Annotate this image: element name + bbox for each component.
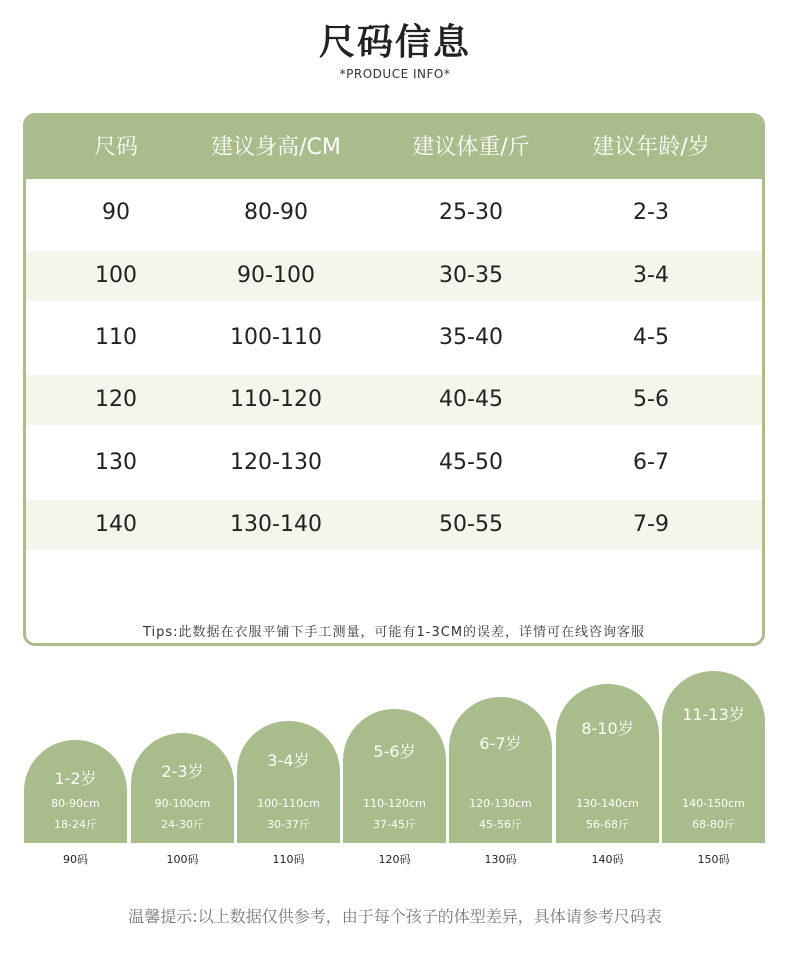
arch-weight: 24-30斤 <box>161 818 204 831</box>
size-arch-130 <box>449 697 552 843</box>
arch-weight: 18-24斤 <box>54 818 97 831</box>
cell-size: 90 <box>102 200 130 225</box>
size-table <box>23 113 765 646</box>
arch-size-label: 130码 <box>484 853 517 866</box>
header-weight: 建议体重/斤 <box>412 135 530 160</box>
arch-age: 6-7岁 <box>479 734 522 753</box>
arch-height: 130-140cm <box>576 797 639 810</box>
arch-weight: 45-56斤 <box>479 818 522 831</box>
cell-weight: 50-55 <box>439 512 503 537</box>
arch-weight: 30-37斤 <box>267 818 310 831</box>
header-height: 建议身高/CM <box>211 135 341 160</box>
arch-height: 80-90cm <box>51 797 100 810</box>
table-row <box>26 188 762 238</box>
table-row <box>26 375 762 425</box>
arch-height: 90-100cm <box>154 797 211 810</box>
cell-weight: 45-50 <box>439 450 503 475</box>
size-arch-100 <box>131 733 234 843</box>
table-row <box>26 438 762 488</box>
table-header <box>26 116 762 179</box>
arch-weight: 56-68斤 <box>586 818 629 831</box>
arch-age: 5-6岁 <box>373 742 416 761</box>
cell-height: 130-140 <box>230 512 322 537</box>
cell-age: 3-4 <box>633 263 669 288</box>
arch-age: 3-4岁 <box>267 751 310 770</box>
cell-size: 100 <box>95 263 137 288</box>
size-arch-140 <box>556 684 659 843</box>
cell-size: 120 <box>95 387 137 412</box>
cell-age: 2-3 <box>633 200 669 225</box>
arch-size-label: 120码 <box>378 853 411 866</box>
reminder-note: 温馨提示:以上数据仅供参考，由于每个孩子的体型差异，具体请参考尺码表 <box>128 907 662 926</box>
arch-weight: 68-80斤 <box>692 818 735 831</box>
cell-height: 90-100 <box>237 263 315 288</box>
arch-age: 2-3岁 <box>161 762 204 781</box>
table-row <box>26 500 762 550</box>
cell-age: 5-6 <box>633 387 669 412</box>
cell-height: 80-90 <box>244 200 308 225</box>
cell-age: 4-5 <box>633 325 669 350</box>
table-row <box>26 251 762 301</box>
page-title: 尺码信息 <box>318 22 471 63</box>
cell-size: 140 <box>95 512 137 537</box>
arch-age: 1-2岁 <box>54 769 97 788</box>
arch-size-label: 140码 <box>591 853 624 866</box>
cell-weight: 30-35 <box>439 263 503 288</box>
arch-height: 120-130cm <box>469 797 532 810</box>
cell-weight: 40-45 <box>439 387 503 412</box>
cell-weight: 25-30 <box>439 200 503 225</box>
arch-size-label: 90码 <box>63 853 88 866</box>
cell-height: 100-110 <box>230 325 322 350</box>
arch-size-label: 100码 <box>166 853 199 866</box>
arch-height: 140-150cm <box>682 797 745 810</box>
table-row <box>26 313 762 363</box>
arch-height: 110-120cm <box>363 797 426 810</box>
cell-age: 6-7 <box>633 450 669 475</box>
arch-size-label: 110码 <box>272 853 305 866</box>
cell-size: 110 <box>95 325 137 350</box>
size-arch-90 <box>24 740 127 843</box>
arch-age: 11-13岁 <box>682 705 745 724</box>
cell-height: 120-130 <box>230 450 322 475</box>
cell-size: 130 <box>95 450 137 475</box>
size-arch-120 <box>343 709 446 843</box>
size-arch-110 <box>237 721 340 843</box>
header-age: 建议年龄/岁 <box>592 135 710 160</box>
cell-weight: 35-40 <box>439 325 503 350</box>
arch-size-label: 150码 <box>697 853 730 866</box>
cell-height: 110-120 <box>230 387 322 412</box>
tips-text: Tips:此数据在衣服平铺下手工测量，可能有1-3CM的误差，详情可在线咨询客服 <box>142 625 646 640</box>
size-arch-150 <box>662 671 765 843</box>
arch-weight: 37-45斤 <box>373 818 416 831</box>
header-size: 尺码 <box>93 135 138 160</box>
arch-height: 100-110cm <box>257 797 320 810</box>
page-subtitle: *PRODUCE INFO* <box>339 67 451 81</box>
arch-age: 8-10岁 <box>581 719 634 738</box>
cell-age: 7-9 <box>633 512 669 537</box>
